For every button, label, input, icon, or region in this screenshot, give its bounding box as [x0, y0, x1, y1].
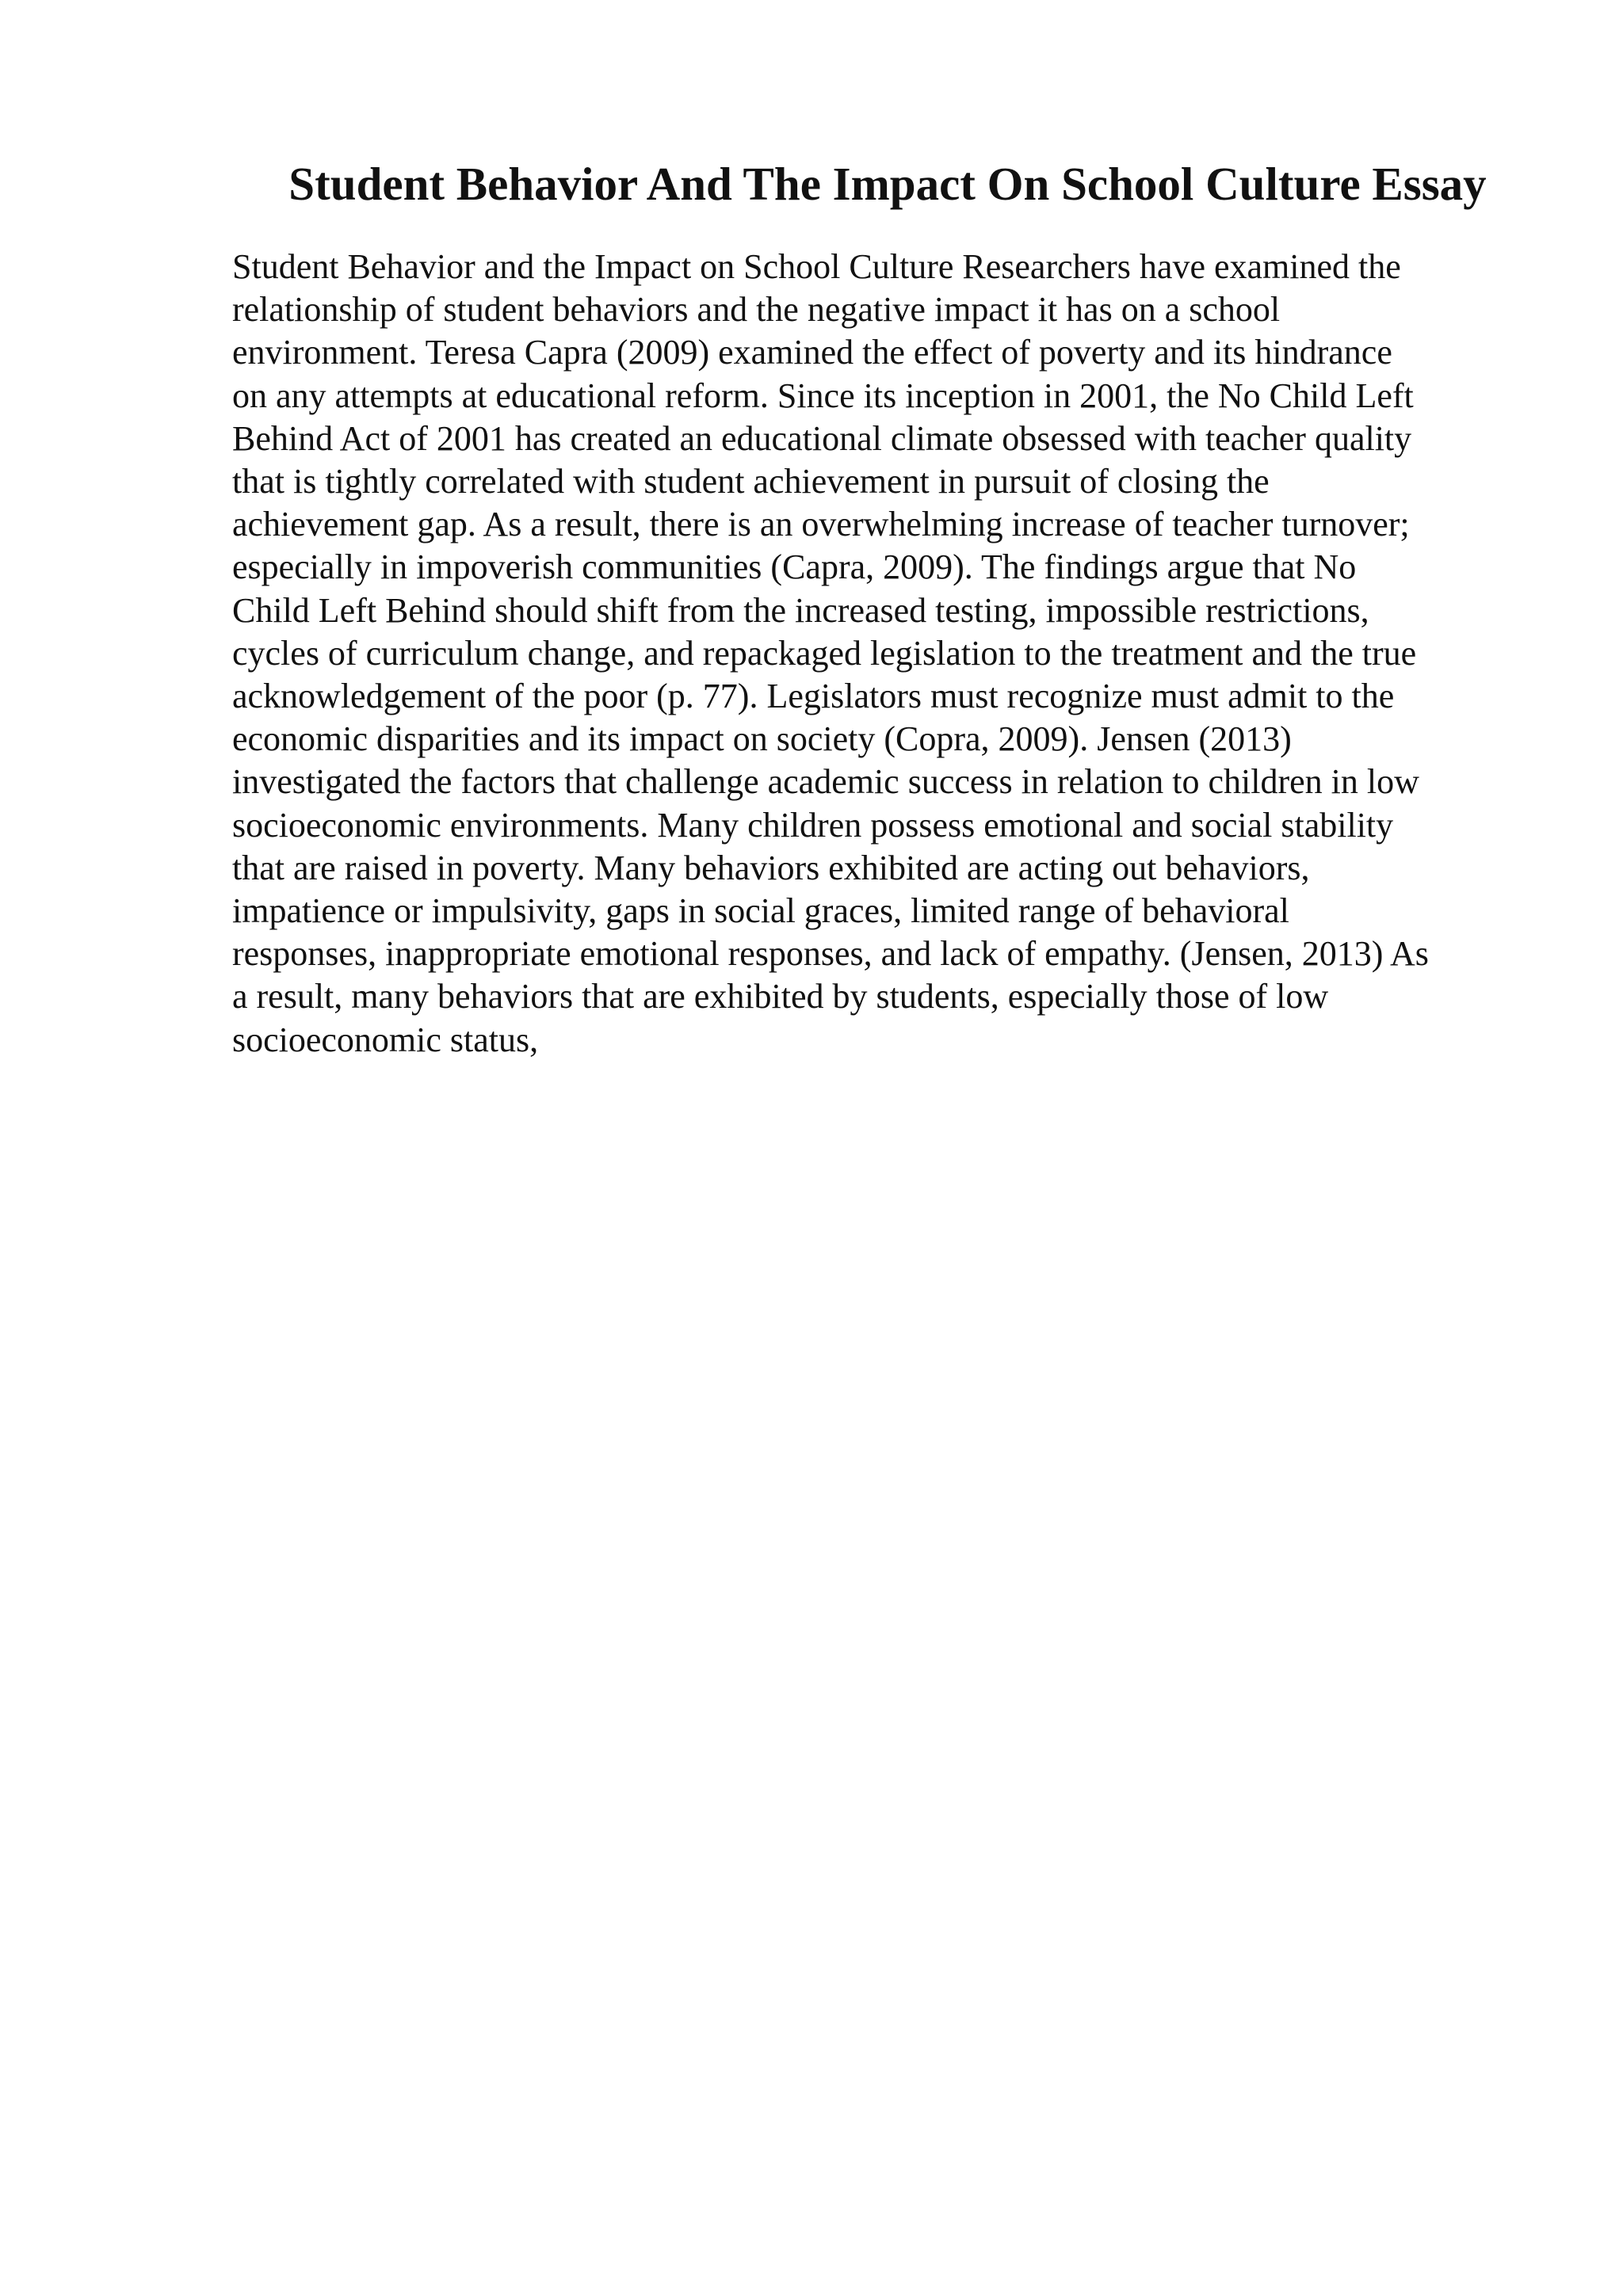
text-line: relationship of student behaviors and the negative impact it has on a school [232, 290, 1281, 330]
text-line: achievement gap. As a result, there is an overwhelming increase of teacher turnover; [232, 505, 1410, 544]
text-line: on any attempts at educational reform. Since its inception in 2001, the No Child Left [232, 376, 1414, 415]
text-line: investigated the factors that challenge academic success in relation to children in low [232, 762, 1419, 802]
text-line: Child Left Behind should shift from the increased testing, impossible restrictions, [232, 590, 1369, 630]
text-line: that are raised in poverty. Many behaviors exhibited are acting out behaviors, [232, 848, 1310, 887]
text-line: socioeconomic environments. Many children possess emotional and social stability [232, 805, 1394, 845]
text-line: Behind Act of 2001 has created an educational climate obsessed with teacher quality [232, 418, 1412, 458]
text-line: socioeconomic status, [232, 1020, 539, 1059]
text-line: cycles of curriculum change, and repackaged legislation to the treatment and the true [232, 633, 1417, 673]
essay-body [232, 246, 1516, 1062]
text-line: responses, inappropriate emotional responses, and lack of empathy. (Jensen, 2013) As [232, 934, 1429, 974]
text-line: that is tightly correlated with student achievement in pursuit of closing the [232, 462, 1270, 502]
text-line: acknowledgement of the poor (p. 77). Legislators must recognize must admit to the [232, 677, 1395, 716]
text-line: economic disparities and its impact on society (Copra, 2009). Jensen (2013) [232, 719, 1292, 759]
text-line: a result, many behaviors that are exhibited by students, especially those of low [232, 977, 1329, 1016]
document-title: Student Behavior And The Impact On School Culture Essay [288, 158, 1487, 210]
text-line: environment. Teresa Capra (2009) examined the effect of poverty and its hindrance [232, 333, 1392, 372]
text-line: especially in impoverish communities (Capra, 2009). The findings argue that No [232, 547, 1357, 587]
text-line: impatience or impulsivity, gaps in social graces, limited range of behavioral [232, 891, 1289, 931]
text-line: Student Behavior and the Impact on School Culture Researchers have examined the [232, 247, 1401, 286]
